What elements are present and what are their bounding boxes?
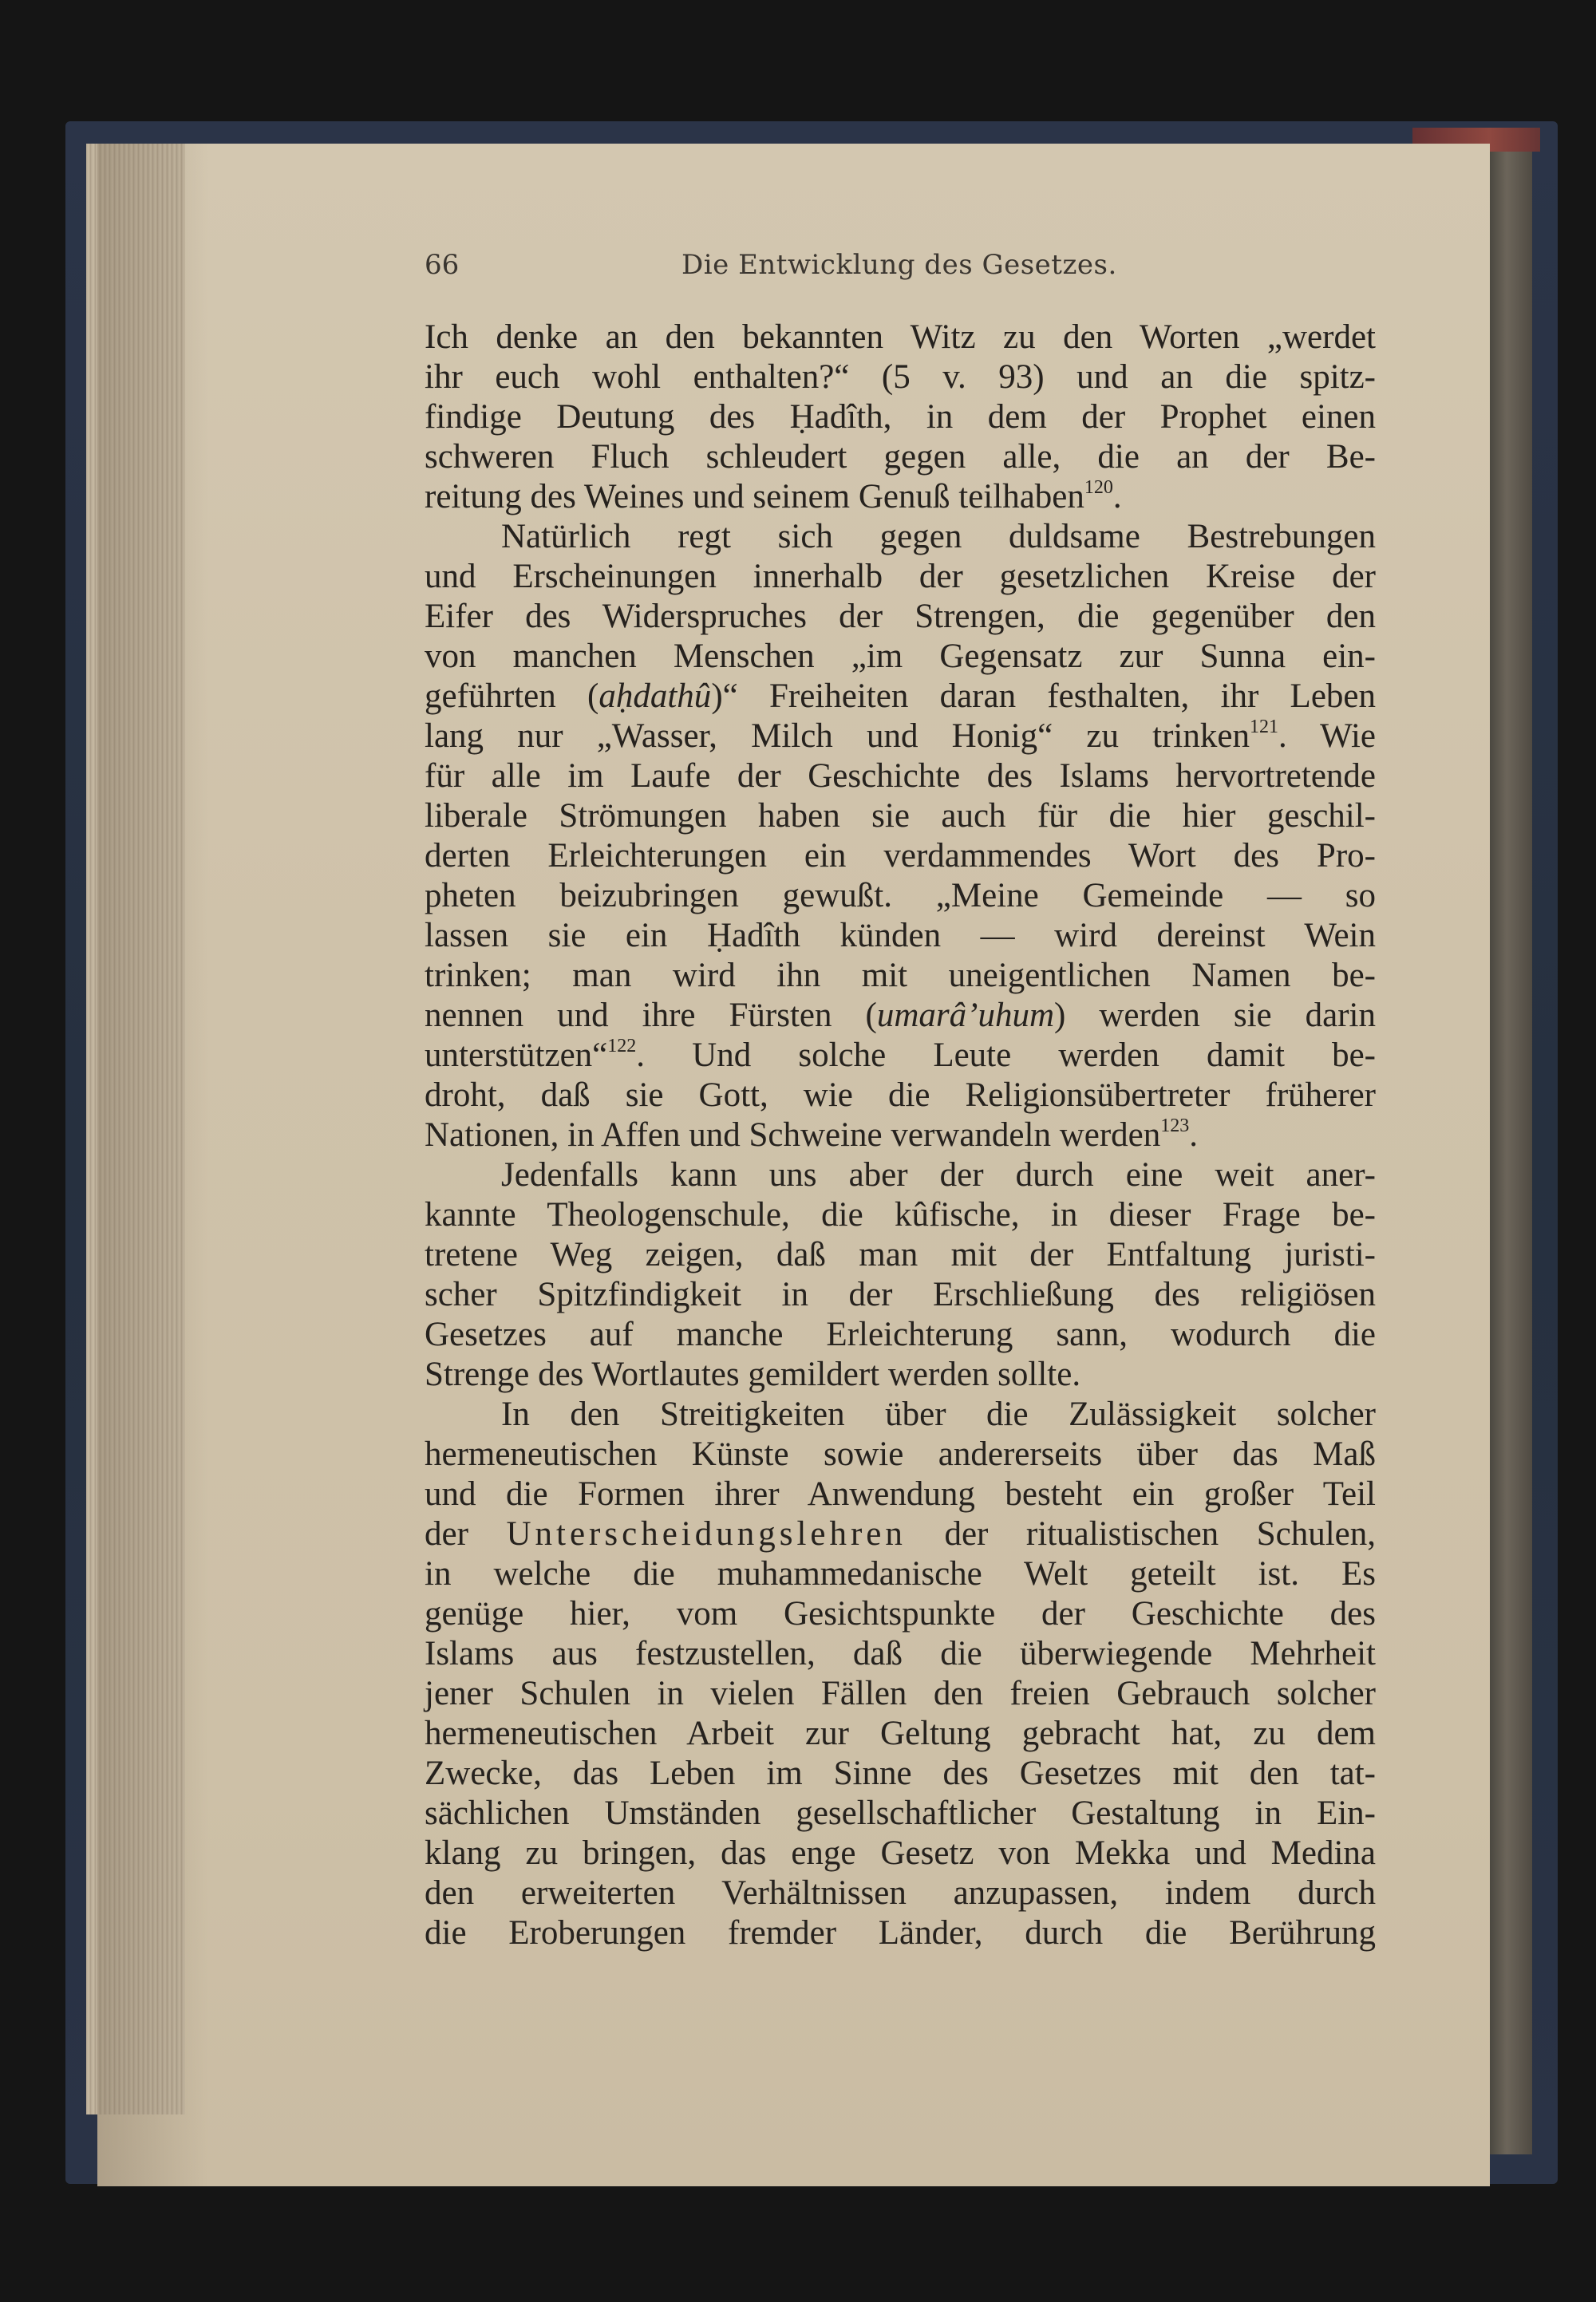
- text-line: [425, 1036, 1376, 1076]
- text-segment: )“ Freiheiten daran festhalten, ihr Leben: [711, 677, 1376, 715]
- footnote-ref-123: 123: [1160, 1115, 1190, 1136]
- text-line: pheten beizubringen gewußt. „Meine Gemeinde — so: [425, 877, 1376, 914]
- text-line: Zwecke, das Leben im Sinne des Gesetzes mit den tat-: [425, 1755, 1376, 1792]
- text-line: [425, 677, 1376, 717]
- text-segment: nennen und ihre Fürsten (: [425, 997, 877, 1034]
- text-line: von manchen Menschen „im Gegensatz zur Sunna ein-: [425, 638, 1376, 675]
- text-segment: der: [425, 1515, 507, 1553]
- text-segment: .: [1112, 478, 1122, 515]
- text-line: und Erscheinungen innerhalb der gesetzlichen Kreise der: [425, 558, 1376, 595]
- text-line: Strenge des Wortlautes gemildert werden sollte.: [425, 1356, 1081, 1393]
- text-line: scher Spitzfindigkeit in der Erschließung des religiösen: [425, 1276, 1376, 1313]
- text-segment: lang nur „Wasser, Milch und Honig“ zu trinken: [425, 717, 1250, 755]
- text-line: lassen sie ein Ḥadîth künden — wird dereinst Wein: [425, 917, 1376, 954]
- text-line: ihr euch wohl enthalten?“ (5 v. 93) und an die spitz-: [425, 358, 1376, 396]
- text-line: In den Streitigkeiten über die Zulässigkeit solcher: [501, 1396, 1376, 1433]
- text-segment: Nationen, in Affen und Schweine verwandeln werden: [425, 1116, 1161, 1154]
- text-segment: unterstützen“: [425, 1036, 608, 1074]
- footnote-ref-120: 120: [1084, 477, 1113, 498]
- text-line: sächlichen Umständen gesellschaftlicher Gestaltung in Ein-: [425, 1795, 1376, 1832]
- text-line: hermeneutischen Künste sowie andererseits über das Maß: [425, 1435, 1376, 1473]
- italic-term: umarâ’uhum: [876, 997, 1055, 1034]
- text-line: [425, 996, 1376, 1036]
- text-segment: reitung des Weines und seinem Genuß teilhaben: [425, 478, 1084, 515]
- footnote-ref-122: 122: [607, 1036, 637, 1056]
- page-gutter-shadow: [97, 144, 209, 2186]
- text-line: für alle im Laufe der Geschichte des Islams hervortretende: [425, 757, 1376, 795]
- text-line: droht, daß sie Gott, wie die Religionsübertreter früherer: [425, 1076, 1376, 1114]
- text-line: klang zu bringen, das enge Gesetz von Mekka und Medina: [425, 1834, 1376, 1872]
- text-line: [425, 717, 1376, 756]
- text-segment: .: [1189, 1116, 1198, 1154]
- text-line: den erweiterten Verhältnissen anzupassen, indem durch: [425, 1874, 1376, 1912]
- text-line: jener Schulen in vielen Fällen den freien Gebrauch solcher: [425, 1675, 1376, 1712]
- page-number: 66: [425, 249, 460, 281]
- book-spine-edge: [1486, 152, 1532, 2154]
- text-line: Ich denke an den bekannten Witz zu den Worten „werdet: [425, 318, 1376, 356]
- text-line: schweren Fluch schleudert gegen alle, die an der Be-: [425, 438, 1376, 476]
- text-line: die Eroberungen fremder Länder, durch die Berührung: [425, 1914, 1376, 1952]
- text-line: Eifer des Widerspruches der Strengen, die gegenüber den: [425, 598, 1376, 635]
- running-title: Die Entwicklung des Gesetzes.: [681, 249, 1117, 281]
- text-line: [425, 477, 1376, 517]
- text-line: Jedenfalls kann uns aber der durch eine weit aner-: [501, 1156, 1376, 1194]
- body-text: [425, 318, 1376, 1953]
- text-line: genüge hier, vom Gesichtspunkte der Geschichte des: [425, 1595, 1376, 1633]
- text-segment: . Wie: [1278, 717, 1376, 755]
- italic-term: aḥdathû: [598, 677, 712, 715]
- text-line: [425, 1115, 1376, 1155]
- text-line: findige Deutung des Ḥadîth, in dem der Prophet einen: [425, 398, 1376, 436]
- text-line: in welche die muhammedanische Welt geteilt ist. Es: [425, 1555, 1376, 1593]
- text-line: hermeneutischen Arbeit zur Geltung gebracht hat, zu dem: [425, 1715, 1376, 1752]
- text-segment: . Und solche Leute werden damit be-: [636, 1036, 1376, 1074]
- text-line: und die Formen ihrer Anwendung besteht ein großer Teil: [425, 1475, 1376, 1513]
- text-segment: der ritualistischen Schulen,: [906, 1515, 1376, 1553]
- text-line: Natürlich regt sich gegen duldsame Bestrebungen: [501, 518, 1376, 555]
- text-line: derten Erleichterungen ein verdammendes Wort des Pro-: [425, 837, 1376, 875]
- text-segment: geführten (: [425, 677, 599, 715]
- text-line: Gesetzes auf manche Erleichterung sann, wodurch die: [425, 1316, 1376, 1353]
- text-line: Islams aus festzustellen, daß die überwiegende Mehrheit: [425, 1635, 1376, 1672]
- footnote-ref-121: 121: [1249, 717, 1278, 737]
- spaced-term: Unterscheidungslehren: [506, 1515, 907, 1553]
- text-line: liberale Strömungen haben sie auch für die hier geschil-: [425, 797, 1376, 835]
- text-line: tretene Weg zeigen, daß man mit der Entfaltung juristi-: [425, 1236, 1376, 1273]
- text-line: kannte Theologenschule, die kûfische, in dieser Frage be-: [425, 1196, 1376, 1234]
- text-line: [425, 1514, 1376, 1554]
- text-segment: ) werden sie darin: [1054, 997, 1376, 1034]
- running-head: [425, 239, 1374, 287]
- text-line: trinken; man wird ihn mit uneigentlichen Namen be-: [425, 957, 1376, 994]
